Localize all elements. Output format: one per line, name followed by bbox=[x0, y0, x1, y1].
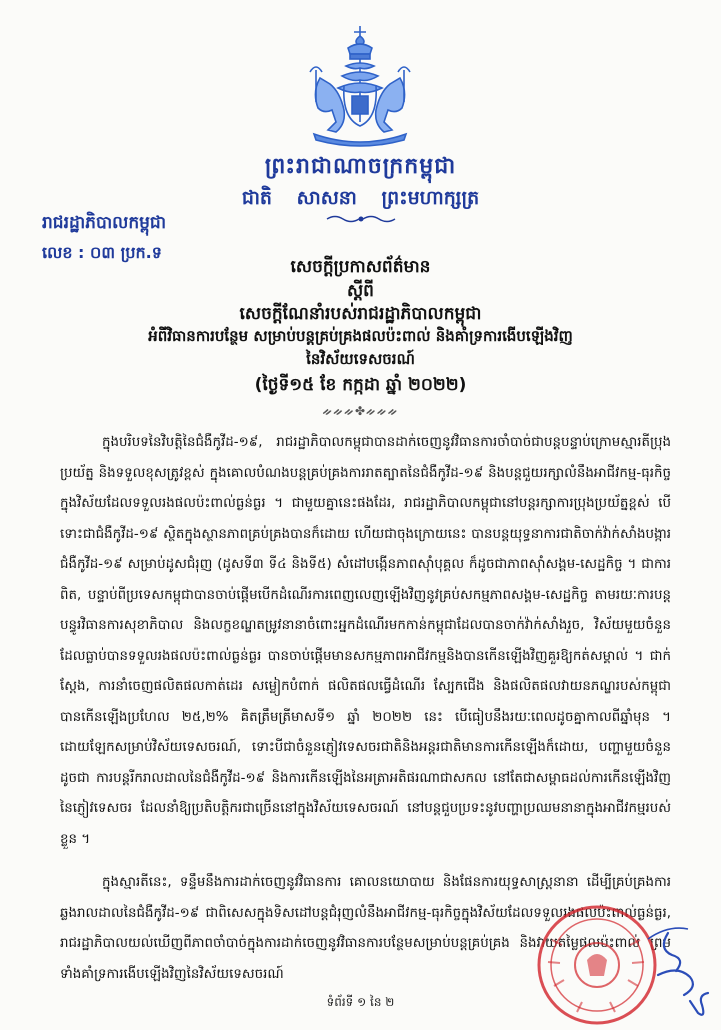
page-number: ទំព័រទី ១ នៃ ២ bbox=[326, 995, 395, 1009]
title-measures-line: អំពីវិធានការបន្ថែម សម្រាប់បន្តគ្រប់គ្រងផលប៉ះពាល់ និងគាំទ្រការងើបឡើងវិញ bbox=[148, 327, 573, 345]
royal-coat-of-arms-emblem bbox=[300, 22, 420, 150]
kingdom-name: ព្រះរាជាណាចក្រកម្ពុជា bbox=[264, 154, 457, 179]
document-number: លេខ : ០៣ ប្រក.ទ bbox=[42, 243, 162, 262]
document-type-heading: សេចក្តីប្រកាសព័ត៌មាន bbox=[290, 257, 431, 277]
issuer-name: រាជរដ្ឋាភិបាលកម្ពុជា bbox=[42, 213, 167, 233]
title-about-label: ស្តីពី bbox=[347, 281, 374, 301]
body-paragraph-2: ក្នុងស្មារតីនេះ, ទន្ទឹមនឹងការដាក់ចេញនូវវិធានការ គោលនយោបាយ និងផែនការយុទ្ធសាស្ត្រនានា ដើម្បីគ្រប់គ្រងការឆ្លងរាលដាលនៃជំងឺកូវីដ-១៩ ជាពិសេសក្នុងទិសដៅបន្តជំរុញលំនឹងអាជីវកម្ម-ធុរកិច្ចក្នុងវិស័យដែលទទួលរងផលប៉ះពាល់ធ្ងន់ធ្ងរ, រាជរដ្ឋាភិបាលយល់ឃើញពីភាពចាំបាច់ក្នុងការដាក់ចេញនូវវិធានការបន្ថែមសម្រាប់បន្តគ្រប់គ្រង និងវាយតម្លៃផលប៉ះពាល់ ព្រមទាំងគាំទ្រការងើបឡើងវិញនៃវិស័យទេសចរណ៍ bbox=[60, 875, 671, 982]
title-ornament: ᨀᨀᨀ✤ᨀᨀᨀ bbox=[322, 404, 399, 418]
title-sector-line: នៃវិស័យទេសចរណ៍ bbox=[306, 350, 415, 368]
national-motto: ជាតិ សាសនា ព្រះមហាក្សត្រ bbox=[241, 187, 480, 209]
title-subject-line: សេចក្តីណែនាំរបស់រាជរដ្ឋាភិបាលកម្ពុជា bbox=[239, 304, 482, 324]
decorative-divider-icon bbox=[325, 214, 397, 224]
document-date: (ថ្ងៃទី១៥ ខែ កក្កដា ឆ្នាំ ២០២២) bbox=[254, 375, 467, 395]
body-paragraph-1: ក្នុងបរិបទនៃវិបត្តិនៃជំងឺកូវីដ-១៩, រាជរដ្ឋាភិបាលកម្ពុជាបានដាក់ចេញនូវវិធានការចាំបាច់ជាបន្តបន្ទាប់ក្រោមស្មារតីប្រុងប្រយ័ត្ន និងទទួលខុសត្រូវខ្ពស់ ក្នុងគោលបំណងបន្តគ្រប់គ្រងការរាតត្បាតនៃជំងឺកូវីដ-១៩ និងបន្តជួយរក្សាលំនឹងអាជីវកម្ម-ធុរកិច្ចក្នុងវិស័យដែលទទួលរងផលប៉ះពាល់ធ្ងន់ធ្ងរ ។ ជាមួយគ្នានេះផងដែរ, រាជរដ្ឋាភិបាលកម្ពុជានៅបន្តរក្សាការប្រុងប្រយ័ត្នខ្ពស់ បើទោះជាជំងឺកូវីដ-១៩ ស្ថិតក្នុងស្ថានភាពគ្រប់គ្រងបានក៏ដោយ ហើយជាចុងក្រោយនេះ បានបន្តយុទ្ធនាការជាតិចាក់វ៉ាក់សាំងបង្ការជំងឺកូវីដ-១៩ សម្រាប់ដូសជំរុញ (ដូសទី៣ ទី៤ និងទី៥) សំដៅបង្កើនភាពស៊ាំបុគ្គល ក៏ដូចជាភាពស៊ាំសង្គម-សេដ្ឋកិច្ច ។ ជាការពិត, បន្ទាប់ពីប្រទេសកម្ពុជាបានចាប់ផ្តើមបើកដំណើរការពេញលេញឡើងវិញនូវគ្រប់សកម្មភាពសង្គម-សេដ្ឋកិច្ច តាមរយៈការបន្តបន្ធូរវិធានការសុខាភិបាល និងលក្ខខណ្ឌតម្រូវនានាចំពោះអ្នកដំណើរមកកាន់កម្ពុជាដែលបានចាក់វ៉ាក់សាំងរួច, វិស័យមួយចំនួនដែលធ្លាប់បានទទួលរងផលប៉ះពាល់ធ្ងន់ធ្ងរ បានចាប់ផ្តើមមានសកម្មភាពអាជីវកម្មនិងបានកើនឡើងវិញគួរឱ្យកត់សម្គាល់ ។ ជាក់ស្តែង, ការនាំចេញផលិតផលកាត់ដេរ សម្លៀកបំពាក់ ផលិតផលធ្វើដំណើរ ស្បែកជើង និងផលិតផលវាយនភណ្ឌរបស់កម្ពុជា បានកើនឡើងប្រហែល ២៥,២% គិតត្រឹមត្រីមាសទី១ ឆ្នាំ ២០២២ នេះ បើធៀបនឹងរយៈពេលដូចគ្នាកាលពីឆ្នាំមុន ។ ដោយឡែកសម្រាប់វិស័យទេសចរណ៍, ទោះបីជាចំនួនភ្ញៀវទេសចរជាតិនិងអន្តរជាតិមានការកើនឡើងក៏ដោយ, បញ្ហាមួយចំនួនដូចជា ការបន្តរីករាលដាលនៃជំងឺកូវីដ-១៩ និងការកើនឡើងនៃអត្រាអតិផរណាជាសកល នៅតែជាសម្ពាធដល់ការកើនឡើងវិញនៃភ្ញៀវទេសចរ ដែលនាំឱ្យប្រតិបត្តិករជាច្រើននៅក្នុងវិស័យទេសចរណ៍ នៅបន្តជួបប្រទះនូវបញ្ហាប្រឈមនានាក្នុងអាជីវកម្មរបស់ខ្លួន ។ bbox=[60, 435, 671, 847]
